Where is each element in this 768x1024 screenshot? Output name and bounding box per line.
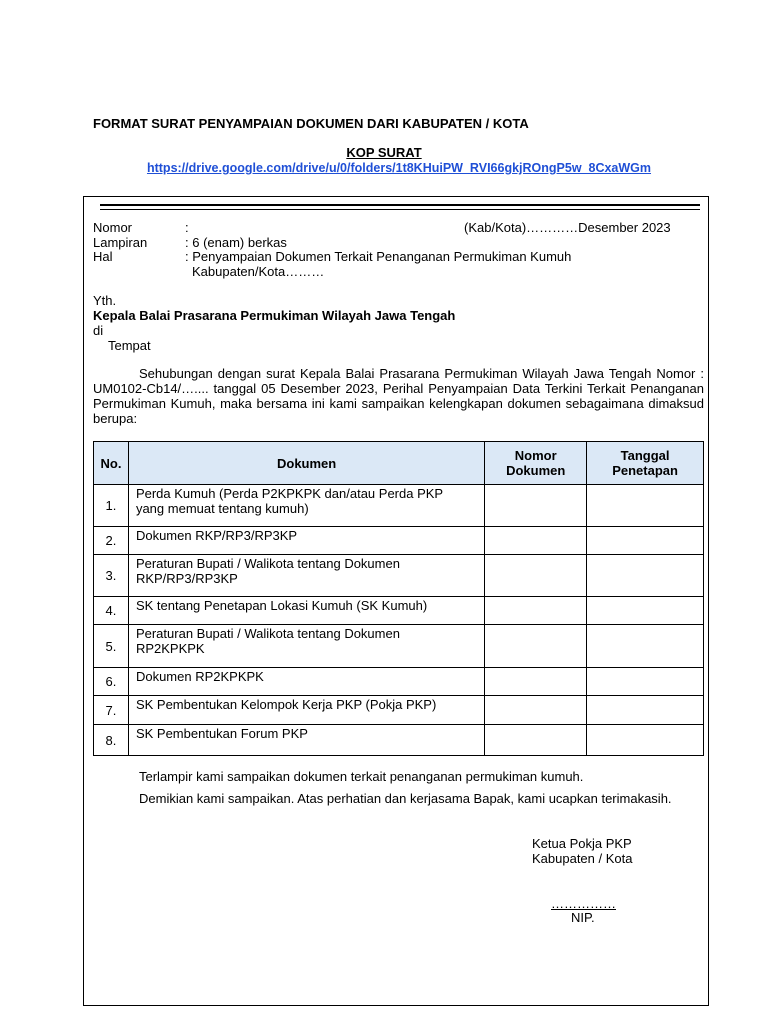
row-number: 6. xyxy=(94,668,129,696)
row-document-line2: yang memuat tentang kumuh) xyxy=(135,501,309,516)
row-tanggal-cell[interactable] xyxy=(587,485,704,527)
row-document xyxy=(128,696,484,725)
hal-value-line1: : Penyampaian Dokumen Terkait Penanganan Permukiman Kumuh xyxy=(185,249,572,264)
page-title: FORMAT SURAT PENYAMPAIAN DOKUMEN DARI KABUPATEN / KOTA xyxy=(93,116,529,131)
header-dokumen: Dokumen xyxy=(128,442,484,485)
row-document-line1: Peraturan Bupati / Walikota tentang Dokumen xyxy=(135,556,400,571)
row-document xyxy=(128,625,484,668)
row-number: 4. xyxy=(94,597,129,625)
kop-surat-link[interactable]: https://drive.google.com/drive/u/0/folders/1t8KHuiPW_RVI66gkjROngP5w_8CxaWGm xyxy=(146,161,652,175)
row-document xyxy=(128,725,484,756)
table-row xyxy=(94,485,704,527)
header-tanggal-penetapan xyxy=(587,442,704,485)
row-number: 1. xyxy=(94,485,129,527)
header-nomor-dokumen xyxy=(485,442,587,485)
closing-thanks: Demikian kami sampaikan. Atas perhatian dan kerjasama Bapak, kami ucapkan terimakasih. xyxy=(139,791,672,806)
kop-surat-label: KOP SURAT xyxy=(346,145,422,160)
row-tanggal-cell[interactable] xyxy=(587,625,704,668)
row-number: 8. xyxy=(94,725,129,756)
row-nomor-cell[interactable] xyxy=(485,597,587,625)
row-tanggal-cell[interactable] xyxy=(587,555,704,597)
nomor-value: : xyxy=(185,220,189,235)
hal-label: Hal xyxy=(93,249,113,264)
row-nomor-cell[interactable] xyxy=(485,625,587,668)
nomor-label: Nomor xyxy=(93,220,133,235)
recipient-yth: Yth. xyxy=(93,293,117,308)
row-document xyxy=(128,597,484,625)
row-tanggal-cell[interactable] xyxy=(587,725,704,756)
signature-nip: NIP. xyxy=(571,910,595,925)
header-tanggal-line2: Penetapan xyxy=(612,463,678,478)
row-document xyxy=(128,555,484,597)
row-number: 7. xyxy=(94,696,129,725)
row-tanggal-cell[interactable] xyxy=(587,696,704,725)
hal-value-line2: Kabupaten/Kota……… xyxy=(192,264,325,279)
row-nomor-cell[interactable] xyxy=(485,696,587,725)
header-nomor-line1: Nomor xyxy=(514,448,557,463)
row-document-line1: SK Pembentukan Kelompok Kerja PKP (Pokja PKP) xyxy=(135,697,437,712)
lampiran-value: : 6 (enam) berkas xyxy=(185,235,287,250)
table-row xyxy=(94,668,704,696)
row-number: 5. xyxy=(94,625,129,668)
letterhead-rule-thick xyxy=(100,204,700,206)
row-document-line2: RP2KPKPK xyxy=(135,641,205,656)
row-document-line1: SK Pembentukan Forum PKP xyxy=(135,726,308,741)
table-row xyxy=(94,597,704,625)
row-document xyxy=(128,485,484,527)
row-document-line2: RKP/RP3/RP3KP xyxy=(135,571,238,586)
signature-name-placeholder: …………… xyxy=(551,896,616,911)
table-header-row xyxy=(94,442,704,485)
table-row xyxy=(94,696,704,725)
recipient-di: di xyxy=(93,323,104,338)
closing-attachment: Terlampir kami sampaikan dokumen terkait penanganan permukiman kumuh. xyxy=(139,769,584,784)
row-document-line1: Dokumen RKP/RP3/RP3KP xyxy=(135,528,298,543)
letterhead-rule-thin xyxy=(100,209,700,210)
row-nomor-cell[interactable] xyxy=(485,555,587,597)
row-nomor-cell[interactable] xyxy=(485,485,587,527)
row-nomor-cell[interactable] xyxy=(485,527,587,555)
signature-title: Ketua Pokja PKP xyxy=(532,836,632,851)
signature-region: Kabupaten / Kota xyxy=(532,851,633,866)
row-nomor-cell[interactable] xyxy=(485,668,587,696)
lampiran-label: Lampiran xyxy=(93,235,148,250)
row-document-line1: Dokumen RP2KPKPK xyxy=(135,669,264,684)
table-row xyxy=(94,527,704,555)
header-nomor-line2: Dokumen xyxy=(506,463,566,478)
row-document-line1: Perda Kumuh (Perda P2KPKPK dan/atau Perda PKP xyxy=(135,486,444,501)
row-document-line1: Peraturan Bupati / Walikota tentang Dokumen xyxy=(135,626,400,641)
row-nomor-cell[interactable] xyxy=(485,725,587,756)
row-tanggal-cell[interactable] xyxy=(587,527,704,555)
recipient-name: Kepala Balai Prasarana Permukiman Wilayah Jawa Tengah xyxy=(93,308,456,323)
letter-date: (Kab/Kota)…………Desember 2023 xyxy=(464,220,671,235)
table-row xyxy=(94,555,704,597)
header-no: No. xyxy=(94,442,129,485)
row-document xyxy=(128,668,484,696)
intro-paragraph: Sehubungan dengan surat Kepala Balai Prasarana Permukiman Wilayah Jawa Tengah Nomor : UM0102-Cb14/….... tanggal 05 Desember 2023, Perihal Penyampaian Data Terkini Terkait Penanganan Permukiman Kumuh, maka bersama ini kami sampaikan kelengkapan dokumen sebagaimana dimaksud berupa: xyxy=(93,366,704,426)
row-tanggal-cell[interactable] xyxy=(587,668,704,696)
header-tanggal-line1: Tanggal xyxy=(620,448,670,463)
row-number: 2. xyxy=(94,527,129,555)
table-row xyxy=(94,625,704,668)
row-document xyxy=(128,527,484,555)
row-document-line1: SK tentang Penetapan Lokasi Kumuh (SK Kumuh) xyxy=(135,598,428,613)
recipient-tempat: Tempat xyxy=(108,338,151,353)
row-number: 3. xyxy=(94,555,129,597)
row-tanggal-cell[interactable] xyxy=(587,597,704,625)
table-row xyxy=(94,725,704,756)
document-table xyxy=(93,441,704,756)
